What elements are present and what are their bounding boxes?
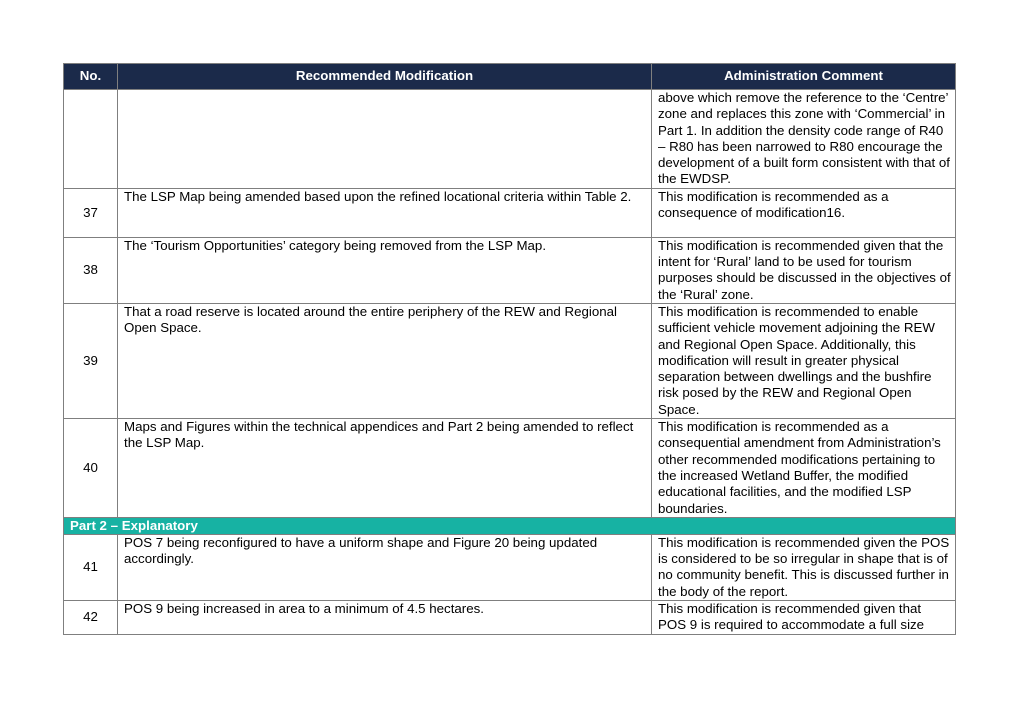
row-comment: This modification is recommended given that POS 9 is required to accommodate a full size	[652, 601, 956, 635]
row-modification	[118, 90, 652, 189]
table-row	[64, 601, 956, 635]
row-number: 41	[64, 534, 118, 600]
row-comment: above which remove the reference to the ‘Centre’ zone and replaces this zone with ‘Commercial’ in Part 1. In addition the density code range of R40 – R80 has been narrowed to R80 encourage the development of a built form consistent with that of the EWDSP.	[652, 90, 956, 189]
row-number: 42	[64, 601, 118, 635]
section-row	[64, 517, 956, 534]
table-row	[64, 419, 956, 518]
table-header-row	[64, 64, 956, 90]
header-no: No.	[64, 64, 118, 90]
modifications-table	[63, 63, 956, 635]
row-modification: That a road reserve is located around the entire periphery of the REW and Regional Open Space.	[118, 303, 652, 418]
table-row	[64, 237, 956, 303]
table-row	[64, 188, 956, 237]
header-comment: Administration Comment	[652, 64, 956, 90]
row-comment: This modification is recommended given that the intent for ‘Rural’ land to be used for tourism purposes should be discussed in the objectives of the ‘Rural’ zone.	[652, 237, 956, 303]
row-comment: This modification is recommended as a consequential amendment from Administration’s other recommended modifications pertaining to the increased Wetland Buffer, the modified educational facilities, and the modified LSP boundaries.	[652, 419, 956, 518]
row-modification: The ‘Tourism Opportunities’ category being removed from the LSP Map.	[118, 237, 652, 303]
table-row	[64, 90, 956, 189]
row-modification: The LSP Map being amended based upon the refined locational criteria within Table 2.	[118, 188, 652, 237]
row-comment: This modification is recommended given the POS is considered to be so irregular in shape that is of no community benefit. This is discussed further in the body of the report.	[652, 534, 956, 600]
row-comment: This modification is recommended to enable sufficient vehicle movement adjoining the REW and Regional Open Space. Additionally, this modification will result in greater physical separation between dwellings and the bushfire risk posed by the REW and Regional Open Space.	[652, 303, 956, 418]
row-number: 37	[64, 188, 118, 237]
row-modification: Maps and Figures within the technical appendices and Part 2 being amended to reflect the LSP Map.	[118, 419, 652, 518]
row-number	[64, 90, 118, 189]
table-row	[64, 303, 956, 418]
row-modification: POS 7 being reconfigured to have a uniform shape and Figure 20 being updated accordingly.	[118, 534, 652, 600]
row-number: 38	[64, 237, 118, 303]
row-number: 40	[64, 419, 118, 518]
row-modification: POS 9 being increased in area to a minimum of 4.5 hectares.	[118, 601, 652, 635]
section-heading: Part 2 – Explanatory	[64, 517, 956, 534]
header-modification: Recommended Modification	[118, 64, 652, 90]
row-number: 39	[64, 303, 118, 418]
row-comment: This modification is recommended as a consequence of modification16.	[652, 188, 956, 237]
table-row	[64, 534, 956, 600]
